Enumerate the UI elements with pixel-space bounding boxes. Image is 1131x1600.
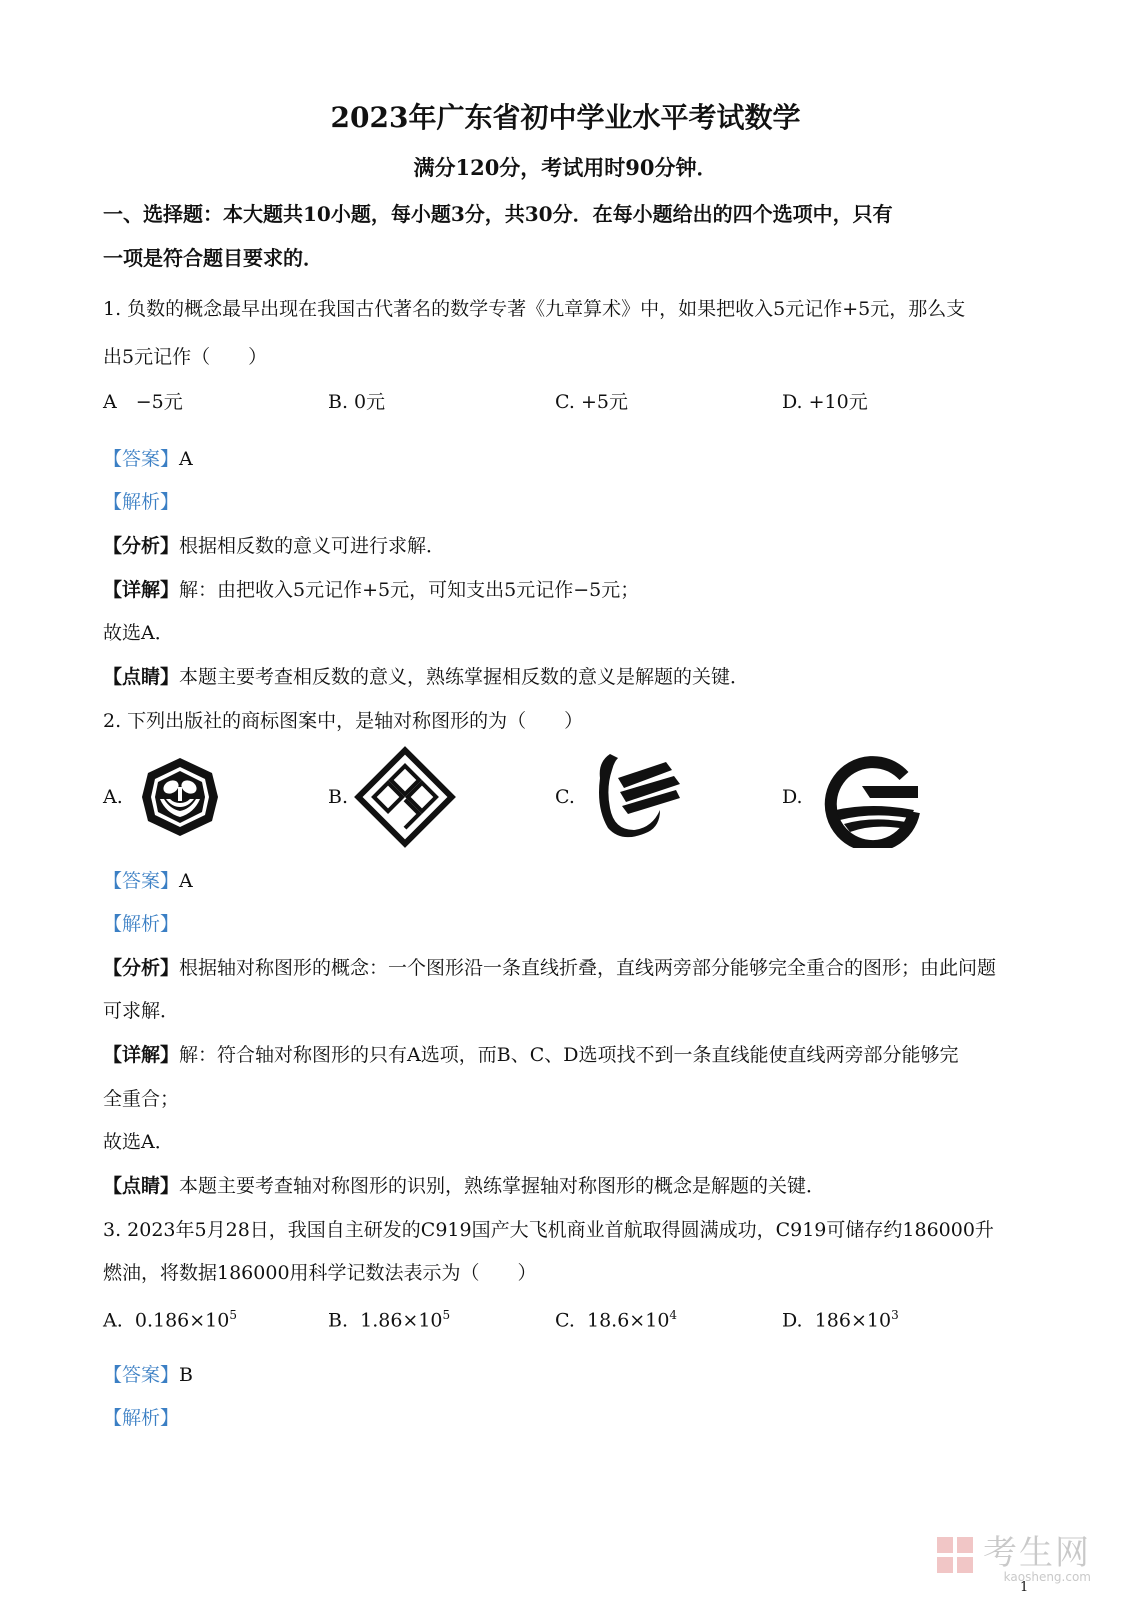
q2-option-b-label: B. [328, 786, 349, 808]
option-base: 0.186×10 [134, 1309, 230, 1332]
q1-dianjing-row [103, 662, 749, 689]
xiangjie-tag: 【详解】 [103, 579, 180, 601]
answer-tag: 【答案】 [103, 870, 180, 892]
q2-choose: 故选A． [103, 1131, 174, 1153]
watermark-url: kaosheng.com [1003, 1570, 1091, 1584]
q3-option-b [328, 1308, 450, 1331]
option-exponent: 5 [229, 1308, 237, 1322]
q2-xiangjie-line1: 解：符合轴对称图形的只有A选项，而B、C、D选项找不到一条直线能使直线两旁部分能够完 [179, 1044, 959, 1066]
q1-answer: A [179, 448, 193, 470]
watermark-logo [935, 1525, 1091, 1584]
document-title: 2023年广东省初中学业水平考试数学 [330, 101, 801, 134]
q1-fenxi-row [103, 531, 445, 558]
q1-analysis-tag: 【解析】 [103, 491, 180, 513]
q2-fenxi-row [103, 953, 996, 980]
q2-analysis-tag: 【解析】 [103, 913, 180, 935]
logo-c-books-swoosh-icon [588, 748, 688, 844]
option-label: D. [782, 1309, 803, 1332]
q1-answer-row [103, 444, 193, 471]
q1-xiangjie-row [103, 575, 639, 602]
q3-analysis-tag: 【解析】 [103, 1407, 180, 1429]
option-label: B. [328, 1309, 349, 1332]
q1-fenxi: 根据相反数的意义可进行求解． [179, 535, 446, 557]
q2-option-c-label: C. [555, 786, 575, 808]
section-heading-line2: 一项是符合题目要求的． [103, 246, 323, 270]
page-number: 1 [1020, 1580, 1029, 1595]
logo-a-sprout-hands-icon [138, 755, 222, 839]
q1-stem-line2: 出5元记作（ ） [103, 346, 268, 368]
option-base: 186×10 [814, 1309, 892, 1332]
q1-stem-line1: 1. 负数的概念最早出现在我国古代著名的数学专著《九章算术》中，如果把收入5元记作+5元，那么支 [103, 298, 966, 320]
q3-stem-line2: 燃油，将数据186000用科学记数法表示为（ ） [103, 1262, 537, 1284]
q2-fenxi-line1: 根据轴对称图形的概念：一个图形沿一条直线折叠，直线两旁部分能够完全重合的图形；由此问题 [179, 957, 997, 979]
answer-tag: 【答案】 [103, 448, 180, 470]
option-label: C. [555, 1309, 575, 1332]
watermark-text: 考生网 [983, 1533, 1091, 1573]
q2-fenxi-line2: 可求解． [103, 1000, 180, 1022]
q3-stem-line1: 3. 2023年5月28日，我国自主研发的C919国产大飞机商业首航取得圆满成功，C919可储存约186000升 [103, 1219, 994, 1241]
fenxi-tag: 【分析】 [103, 957, 180, 979]
document-subtitle: 满分120分，考试用时90分钟． [413, 155, 718, 180]
logo-b-diamond-icon [352, 744, 458, 850]
q3-answer: B [179, 1364, 193, 1386]
option-base: 1.86×10 [360, 1309, 443, 1332]
q2-option-a-label: A. [103, 786, 123, 808]
q3-answer-row [103, 1360, 193, 1387]
q2-answer-row [103, 866, 193, 893]
option-label: A. [103, 1309, 123, 1332]
q2-xiangjie-row [103, 1040, 958, 1067]
dianjing-tag: 【点睛】 [103, 1175, 180, 1197]
option-exponent: 5 [442, 1308, 451, 1322]
option-exponent: 4 [669, 1308, 678, 1322]
q1-option-d: D. +10元 [782, 391, 868, 413]
q2-xiangjie-line2: 全重合； [103, 1088, 180, 1110]
q3-option-d [782, 1308, 899, 1331]
q1-dianjing: 本题主要考查相反数的意义，熟练掌握相反数的意义是解题的关键． [179, 666, 750, 688]
logo-d-g-circle-icon [822, 752, 922, 848]
q1-option-c: C. +5元 [555, 391, 628, 413]
option-exponent: 3 [891, 1308, 899, 1322]
option-base: 18.6×10 [587, 1309, 670, 1332]
q1-xiangjie: 解：由把收入5元记作+5元，可知支出5元记作−5元； [179, 579, 640, 601]
xiangjie-tag: 【详解】 [103, 1044, 180, 1066]
q3-option-c [555, 1308, 677, 1331]
q2-option-d-label: D. [782, 786, 803, 808]
section-heading-line1: 一、选择题：本大题共10小题，每小题3分，共30分．在每小题给出的四个选项中，只有 [103, 202, 893, 226]
q3-option-a [103, 1308, 237, 1331]
answer-tag: 【答案】 [103, 1364, 180, 1386]
q1-option-b: B. 0元 [328, 391, 386, 413]
q1-option-a: A −5元 [103, 391, 183, 413]
watermark-emblem-icon [935, 1535, 975, 1575]
q2-stem: 2. 下列出版社的商标图案中，是轴对称图形的为（ ） [103, 710, 584, 732]
q2-dianjing-row [103, 1171, 825, 1198]
fenxi-tag: 【分析】 [103, 535, 180, 557]
q2-answer: A [179, 870, 193, 892]
q1-choose: 故选A． [103, 622, 174, 644]
dianjing-tag: 【点睛】 [103, 666, 180, 688]
q2-dianjing: 本题主要考查轴对称图形的识别，熟练掌握轴对称图形的概念是解题的关键． [179, 1175, 826, 1197]
